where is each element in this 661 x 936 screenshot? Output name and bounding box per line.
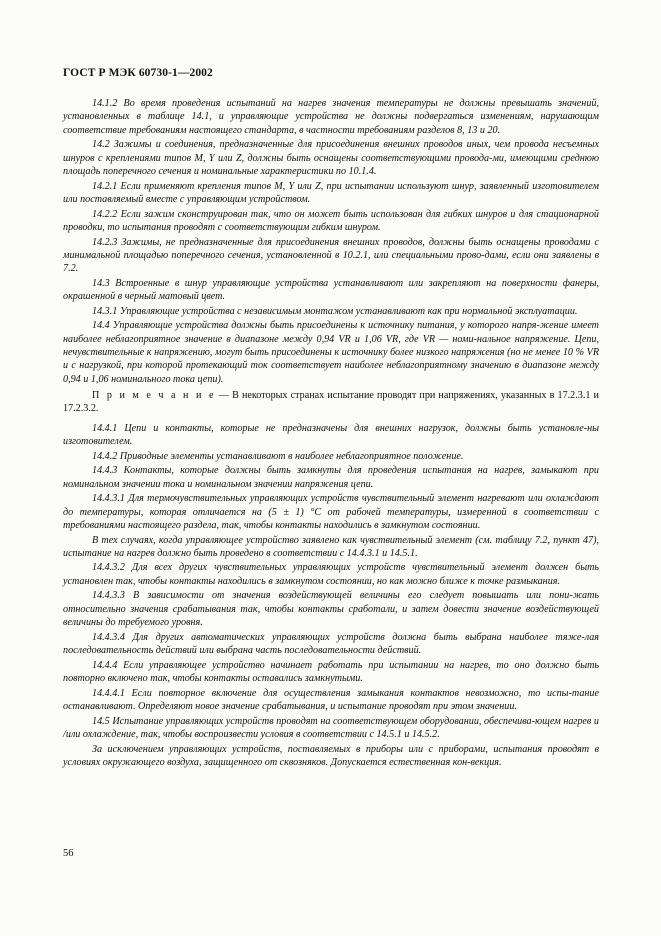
- paragraph: За исключением управляющих устройств, поставляемых в приборы или с приборами, испытания проводят в условиях окружающего воздуха, защищенного от сквозняков. Допускается естественная кон-векция.: [63, 743, 599, 768]
- paragraph: 14.4.3 Контакты, которые должны быть замкнуты для проведения испытания на нагрев, замыкают при номинальном значении тока и номинальном значении напряжения цепи.: [63, 465, 599, 490]
- note: [63, 389, 599, 416]
- paragraph: 14.4.1 Цепи и контакты, которые не предназначены для внешних нагрузок, должны быть установле-ны изготовителем.: [63, 422, 599, 447]
- paragraph: 14.4.3.4 Для других автоматических управляющих устройств должна быть выбрана наиболее тяже-лая последовательность действий или выбрана часть последовательности действий.: [63, 631, 599, 657]
- paragraph: 14.2.1 Если применяют крепления типов M, Y или Z, при испытании используют шнур, заявленный изготовителем или поставляемый вместе с управляющим устройством.: [63, 180, 599, 205]
- paragraph: 14.4 Управляющие устройства должны быть присоединены к источнику питания, у которого напря-жение имеет наиболее неблагоприятное значение в диапазоне между 0,94 VR и 1,06 VR, где VR — номи-нальное напряжение. Цепи, нечувствительные к напряжению, могут быть присоединены к источнику более низкого напряжения (но не менее 10 % VR и с нагрузкой, при которой протекающий ток соответствует наиболее неблагоприятному значению в диапазоне между 0,94 и 1,06 номинального тока цепи).: [63, 320, 599, 385]
- paragraph: 14.3 Встроенные в шнур управляющие устройства устанавливают или закрепляют на поверхности фанеры, окрашенной в черный матовый цвет.: [63, 277, 599, 303]
- paragraph: 14.4.3.3 В зависимости от значения воздействующей величины его следует повышать или пони-жать относительно значения срабатывания так, чтобы контакты сработали, и затем довести значение воздействующей величины до требуемого уровня.: [63, 590, 599, 629]
- paragraph: 14.2.2 Если зажим сконструирован так, что он может быть использован для гибких шнуров и для стационарной проводки, то испытания проводят с соответствующим гибким шнуром.: [63, 208, 599, 233]
- paragraph: 14.2.3 Зажимы, не предназначенные для присоединения внешних проводов, должны быть оснащены проводами с минимальной площадью поперечного сечения, установленной в 10.2.1, или специальными прово-дами, если они заявлены в 7.2.: [63, 236, 599, 275]
- paragraph: 14.5 Испытание управляющих устройств проводят на соответствующем оборудовании, обеспечива-ющем нагрев и /или охлаждение, так, чтобы воспроизвести условия в соответствии с 14.5.1 и 14.5.2.: [63, 715, 599, 740]
- document-header: ГОСТ Р МЭК 60730-1—2002: [63, 67, 213, 79]
- paragraph: В тех случаях, когда управляющее устройство заявлено как чувствительный элемент (см. таблицу 7.2, пункт 47), испытание на нагрев должно быть проведено в соответствии с 14.4.3.1 и 14.5.1.: [63, 534, 599, 559]
- paragraph: 14.3.1 Управляющие устройства с независимым монтажом устанавливают как при нормальной эксплуатации.: [92, 305, 578, 317]
- note-text: — В некоторых странах испытание проводят при напряжениях, указанных в 17.2.3.1 и 17.2.3.2.: [63, 389, 599, 415]
- document-body: [63, 97, 599, 771]
- paragraph: 14.4.4 Если управляющее устройство начинает работать при испытании на нагрев, то оно должно быть повторно включено так, чтобы контакты оставались замкнутыми.: [63, 659, 599, 685]
- paragraph: 14.1.2 Во время проведения испытаний на нагрев значения температуры не должны превышать значений, установленных в таблице 14.1, и управляющие устройства не должны подвергаться изменениям, нарушающим соответствие требованиям настоящего стандарта, в частности требованиям разделов 8, 13 и 20.: [63, 98, 599, 136]
- paragraph: 14.4.4.1 Если повторное включение для осуществления замыкания контактов невозможно, то испы-тание останавливают. Определяют новое значение срабатывания, и испытание проводят при этом значении.: [63, 687, 599, 713]
- paragraph: 14.4.2 Приводные элементы устанавливают в наиболее неблагоприятное положение.: [92, 450, 464, 462]
- note-label: П р и м е ч а н и е: [92, 389, 216, 401]
- paragraph: 14.4.3.1 Для термочувствительных управляющих устройств чувствительный элемент нагревают или охлаждают до температуры, которая отличается на (5 ± 1) °С от рабочей температуры, измеренной в соответствии с требованиями настоящего раздела, так, чтобы контакты находились в замкнутом состоянии.: [63, 493, 599, 531]
- page-number: 56: [63, 848, 74, 859]
- paragraph: 14.2 Зажимы и соединения, предназначенные для присоединения внешних проводов иных, чем провода несъемных шнуров с креплениями типов M, Y или Z, должны быть оснащены соответствующими провода-ми, имеющими среднюю площадь поперечного сечения и номинальные характеристики по 10.1.4.: [63, 139, 599, 177]
- paragraph: 14.4.3.2 Для всех других чувствительных управляющих устройств чувствительный элемент должен быть установлен так, чтобы контакты находились в замкнутом состоянии, но как можно ближе к точке размыкания.: [63, 562, 599, 587]
